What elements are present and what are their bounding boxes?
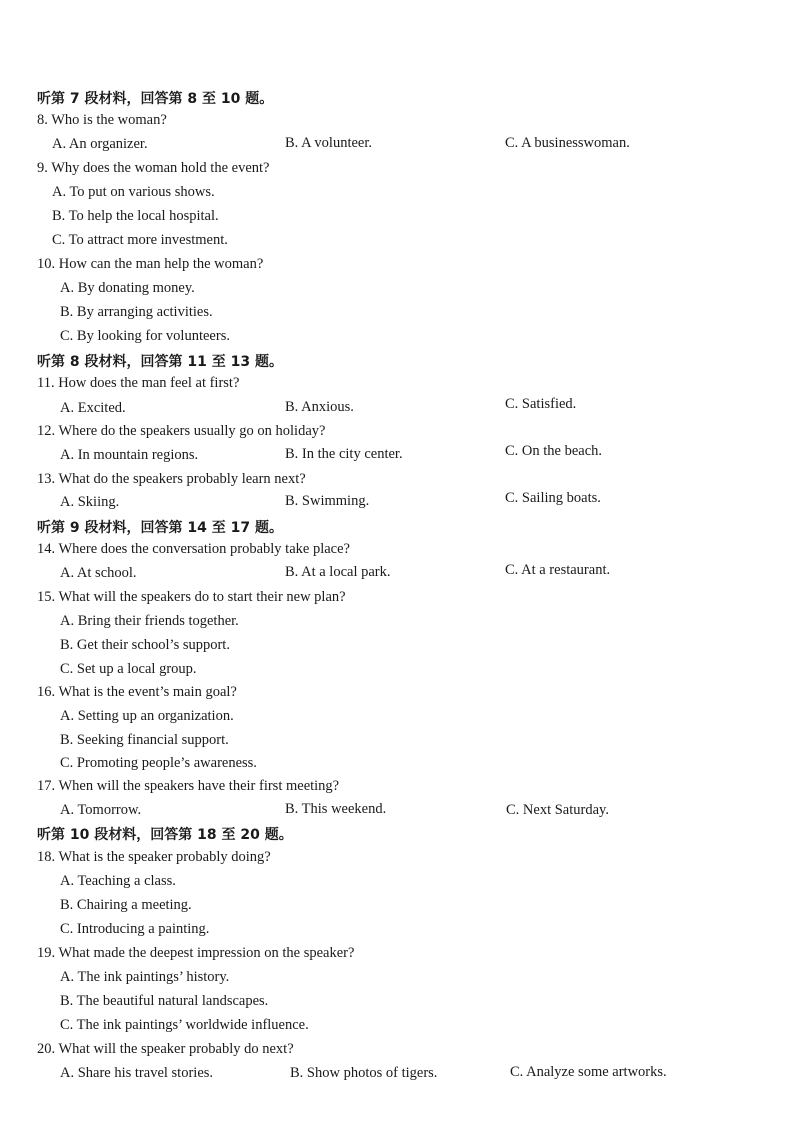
option-b: B. Show photos of tigers.: [290, 1065, 438, 1081]
option-b: B. This weekend.: [285, 801, 387, 817]
option-a: A. To put on various shows.: [52, 184, 215, 200]
question-stem: 9. Why does the woman hold the event?: [37, 160, 270, 176]
question-stem: 11. How does the man feel at first?: [37, 375, 240, 391]
option-c: C. Analyze some artworks.: [510, 1064, 667, 1080]
option-a: A. Skiing.: [60, 494, 120, 510]
option-c: C. Set up a local group.: [60, 661, 197, 677]
question-stem: 16. What is the event’s main goal?: [37, 684, 237, 700]
option-c: C. Satisfied.: [505, 396, 577, 412]
option-b: B. Get their school’s support.: [60, 637, 230, 653]
option-c: C. Promoting people’s awareness.: [60, 755, 257, 771]
question-stem: 18. What is the speaker probably doing?: [37, 849, 271, 865]
option-c: C. At a restaurant.: [505, 562, 611, 578]
question-stem: 17. When will the speakers have their first meeting?: [37, 778, 340, 794]
section-heading: 听第 7 段材料，回答第 8 至 10 题。: [37, 91, 274, 107]
question-stem: 14. Where does the conversation probably take place?: [37, 541, 350, 557]
question-stem: 15. What will the speakers do to start their new plan?: [37, 589, 346, 605]
question-stem: 8. Who is the woman?: [37, 112, 167, 128]
option-a: A. Bring their friends together.: [60, 613, 239, 629]
option-c: C. On the beach.: [505, 443, 603, 459]
option-b: B. To help the local hospital.: [52, 208, 219, 224]
option-b: B. The beautiful natural landscapes.: [60, 993, 269, 1009]
question-stem: 12. Where do the speakers usually go on holiday?: [37, 423, 326, 439]
question-stem: 19. What made the deepest impression on the speaker?: [37, 945, 355, 961]
option-a: A. Setting up an organization.: [60, 708, 234, 724]
option-b: B. Anxious.: [285, 399, 354, 415]
option-a: A. Excited.: [60, 400, 126, 416]
question-stem: 20. What will the speaker probably do next?: [37, 1041, 294, 1057]
option-c: C. The ink paintings’ worldwide influence.: [60, 1017, 309, 1033]
option-c: C. A businesswoman.: [505, 135, 630, 151]
section-heading: 听第 9 段材料，回答第 14 至 17 题。: [37, 520, 283, 536]
option-a: A. The ink paintings’ history.: [60, 969, 230, 985]
option-c: C. By looking for volunteers.: [60, 328, 230, 344]
question-stem: 13. What do the speakers probably learn next?: [37, 471, 306, 487]
option-c: C. To attract more investment.: [52, 232, 228, 248]
option-b: B. Seeking financial support.: [60, 732, 229, 748]
option-a: A. Share his travel stories.: [60, 1065, 214, 1081]
option-b: B. Swimming.: [285, 493, 370, 509]
section-heading: 听第 10 段材料，回答第 18 至 20 题。: [37, 827, 293, 843]
option-b: B. By arranging activities.: [60, 304, 213, 320]
section-heading: 听第 8 段材料，回答第 11 至 13 题。: [37, 354, 283, 370]
option-c: C. Next Saturday.: [506, 802, 609, 818]
option-a: A. In mountain regions.: [60, 447, 199, 463]
option-a: A. At school.: [60, 565, 137, 581]
question-stem: 10. How can the man help the woman?: [37, 256, 264, 272]
option-b: B. A volunteer.: [285, 135, 372, 151]
option-a: A. By donating money.: [60, 280, 195, 296]
option-b: B. At a local park.: [285, 564, 391, 580]
option-c: C. Sailing boats.: [505, 490, 601, 506]
option-c: C. Introducing a painting.: [60, 921, 210, 937]
option-a: A. Tomorrow.: [60, 802, 142, 818]
option-a: A. Teaching a class.: [60, 873, 176, 889]
option-a: A. An organizer.: [52, 136, 148, 152]
option-b: B. In the city center.: [285, 446, 403, 462]
option-b: B. Chairing a meeting.: [60, 897, 192, 913]
